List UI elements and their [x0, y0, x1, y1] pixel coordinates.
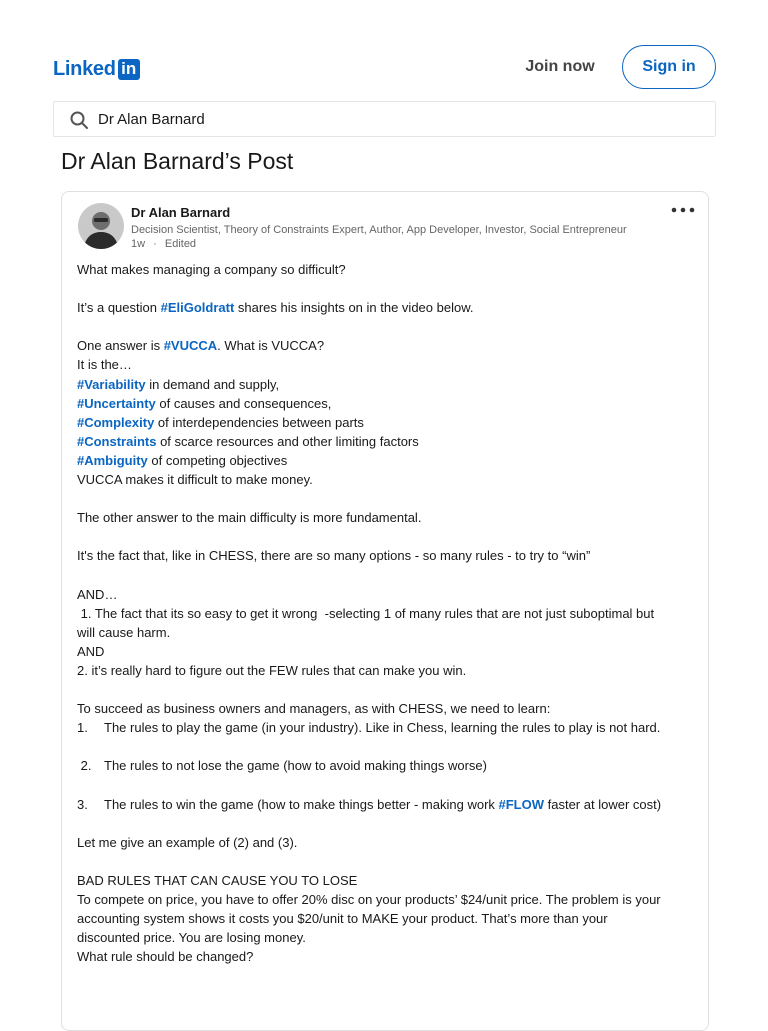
post-body [77, 260, 697, 966]
post-text-line [77, 566, 697, 585]
post-text: faster at lower cost) [544, 796, 662, 812]
hashtag-link[interactable]: #Uncertainty [77, 395, 156, 411]
logo-wordmark: Linked [53, 57, 116, 80]
post-text-line: To compete on price, you have to offer 20% disc on your products’ $24/unit price. The problem is your [77, 892, 661, 908]
post-text: of causes and consequences, [155, 395, 332, 411]
post-text: One answer is [77, 338, 164, 354]
post-text-line [77, 489, 697, 508]
hashtag-link[interactable]: #Ambiguity [77, 452, 148, 468]
post-text-line: It is the… [77, 357, 132, 373]
page-title: Dr Alan Barnard’s Post [61, 148, 294, 174]
post-text: The rules to play the game (in your industry). Like in Chess, learning the rules to play is not hard. [104, 720, 661, 736]
post-text-line [77, 375, 697, 394]
post-meta [131, 238, 196, 250]
search-icon [70, 111, 88, 129]
avatar[interactable] [78, 203, 124, 249]
search-input[interactable] [98, 102, 698, 136]
post-text-line: 1. The fact that its so easy to get it wrong -selecting 1 of many rules that are not just suboptimal but [77, 605, 655, 621]
post-card [61, 191, 709, 1031]
post-text-line: It's the fact that, like in CHESS, there are so many options - so many rules - to try to “win” [77, 548, 591, 564]
author-headline: Decision Scientist, Theory of Constraints Expert, Author, App Developer, Investor, Social Entrepreneur [131, 224, 627, 236]
post-text-line: discounted price. You are losing money. [77, 930, 306, 946]
hashtag-link[interactable]: #VUCCA [163, 338, 218, 354]
post-text-line [77, 776, 697, 795]
logo-in-box: in [118, 59, 140, 80]
post-text-line [77, 852, 697, 871]
post-text-line: accounting system shows it costs you $20/unit to MAKE your product. That’s more than your [77, 911, 608, 927]
author-name[interactable]: Dr Alan Barnard [131, 205, 231, 220]
post-text: . What is VUCCA? [217, 338, 325, 354]
hashtag-link[interactable]: #Complexity [77, 414, 155, 430]
meta-separator: · [153, 238, 157, 250]
edited-label: Edited [164, 238, 197, 250]
post-text-line [77, 814, 697, 833]
post-text-line [77, 298, 697, 317]
post-text-line [77, 795, 697, 814]
sign-in-button[interactable]: Sign in [622, 45, 716, 89]
post-text-line: VUCCA makes it difficult to make money. [77, 472, 313, 488]
list-number: 2. [77, 758, 92, 774]
post-text-line: The other answer to the main difficulty is more fundamental. [77, 510, 422, 526]
post-text: It’s a question [77, 300, 161, 316]
post-text-line [77, 317, 697, 336]
post-text: The rules to not lose the game (how to avoid making things worse) [104, 758, 487, 774]
list-number: 1. [77, 720, 88, 736]
post-text-line: will cause harm. [77, 624, 171, 640]
post-text-line [77, 336, 697, 355]
post-text: in demand and supply, [145, 376, 280, 392]
linkedin-logo[interactable] [53, 58, 140, 80]
post-text-line [77, 451, 697, 470]
post-text-line: To succeed as business owners and managers, as with CHESS, we need to learn: [77, 701, 551, 717]
post-text-line [77, 432, 697, 451]
hashtag-link[interactable]: #EliGoldratt [160, 300, 235, 316]
post-text-line [77, 756, 697, 775]
search-bar[interactable] [53, 101, 716, 137]
post-time: 1w [131, 238, 146, 250]
post-text: of interdependencies between parts [154, 414, 364, 430]
post-text-line: 2. it’s really hard to figure out the FEW rules that can make you win. [77, 662, 467, 678]
post-text-line: AND [77, 643, 105, 659]
more-options-icon[interactable] [670, 202, 696, 218]
post-text-line [77, 527, 697, 546]
post-text-line: What makes managing a company so difficult? [77, 262, 346, 277]
post-text: The rules to win the game (how to make things better - making work [104, 796, 499, 812]
post-text-line [77, 279, 697, 298]
top-nav [0, 0, 768, 100]
post-text: of competing objectives [147, 452, 288, 468]
hashtag-link[interactable]: #FLOW [498, 796, 545, 812]
post-text-line: BAD RULES THAT CAN CAUSE YOU TO LOSE [77, 873, 358, 888]
post-text: of scarce resources and other limiting factors [156, 433, 419, 449]
post-text-line [77, 394, 697, 413]
post-text-line [77, 680, 697, 699]
avatar-photo [78, 203, 124, 249]
post-text-line: What rule should be changed? [77, 949, 254, 965]
hashtag-link[interactable]: #Variability [77, 376, 146, 392]
list-number: 3. [77, 796, 88, 812]
post-text-line: AND… [77, 586, 118, 602]
post-text-line [77, 737, 697, 756]
post-text-line [77, 718, 697, 737]
post-text-line [77, 413, 697, 432]
join-now-link[interactable]: Join now [525, 58, 595, 75]
post-text-line: Let me give an example of (2) and (3). [77, 834, 298, 850]
post-text: shares his insights on in the video below. [234, 300, 474, 316]
hashtag-link[interactable]: #Constraints [77, 433, 157, 449]
